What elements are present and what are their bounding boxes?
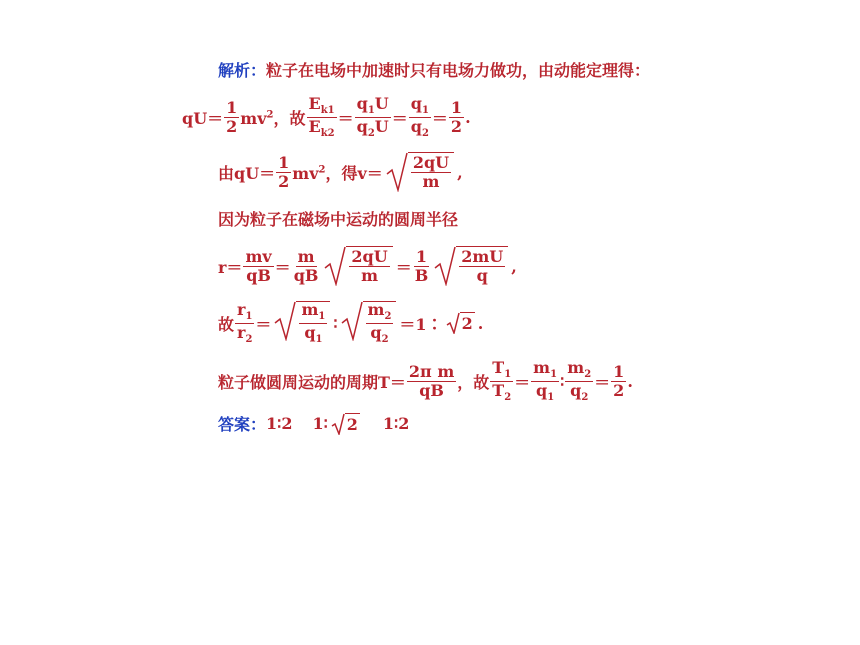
analysis-label: 解析： (218, 61, 267, 80)
text-radius-intro: 因为粒子在磁场中运动的圆周半径 (218, 210, 459, 229)
answer-2-sqrt: 2 (331, 413, 360, 435)
answer-2-prefix: 1∶ (312, 414, 328, 433)
answer-3: 1∶2 (382, 414, 410, 433)
equation-radius: r＝ $\frac{mv}{qB}$ ＝ $\frac{m}{qB}$ $\frac{2qU}{m}$ ＝ $\frac{1}{B}$ $\frac{2mU}{q}$ , (218, 246, 517, 285)
answer-label: 答案： (218, 415, 267, 434)
answer-1: 1∶2 (266, 414, 293, 433)
answer-line (218, 412, 409, 435)
equation-radius-ratio: 故 $\frac{r_1}{r_2}$ ＝ $\frac{m_1}{q_1}$ ∶ $\frac{m_2}{q_2}$ ＝1∶ 2 . (218, 299, 484, 346)
equation-energy-ratio: qU＝ $\frac{1}{2}$ $mv^2$，故 $\frac{E_{k1}}{E_{k2}}$ ＝ $\frac{q_1U}{q_2U}$ ＝ $\frac{q_1}{q_2}$ ＝ $\frac{1}{2}$ . (182, 94, 471, 140)
analysis-intro: 粒子在电场中加速时只有电场力做功，由动能定理得： (266, 61, 651, 80)
sqrt-2qU-over-m: $\frac{2qU}{m}$ (386, 152, 454, 192)
equation-velocity: 由qU＝ $\frac{1}{2}$ $mv^2$，得v＝ $\frac{2qU}{m}$ , (218, 152, 463, 191)
analysis-heading (218, 58, 650, 81)
equation-period: 粒子做圆周运动的周期T＝ $\frac{\text{2π m}}{qB}$ ，故 $\frac{T_1}{T_2}$ ＝ $\frac{m_1}{q_1}$ ∶ $\frac{m_2}{q_2}$ ＝ $\frac{1}{2}$ . (218, 358, 633, 404)
